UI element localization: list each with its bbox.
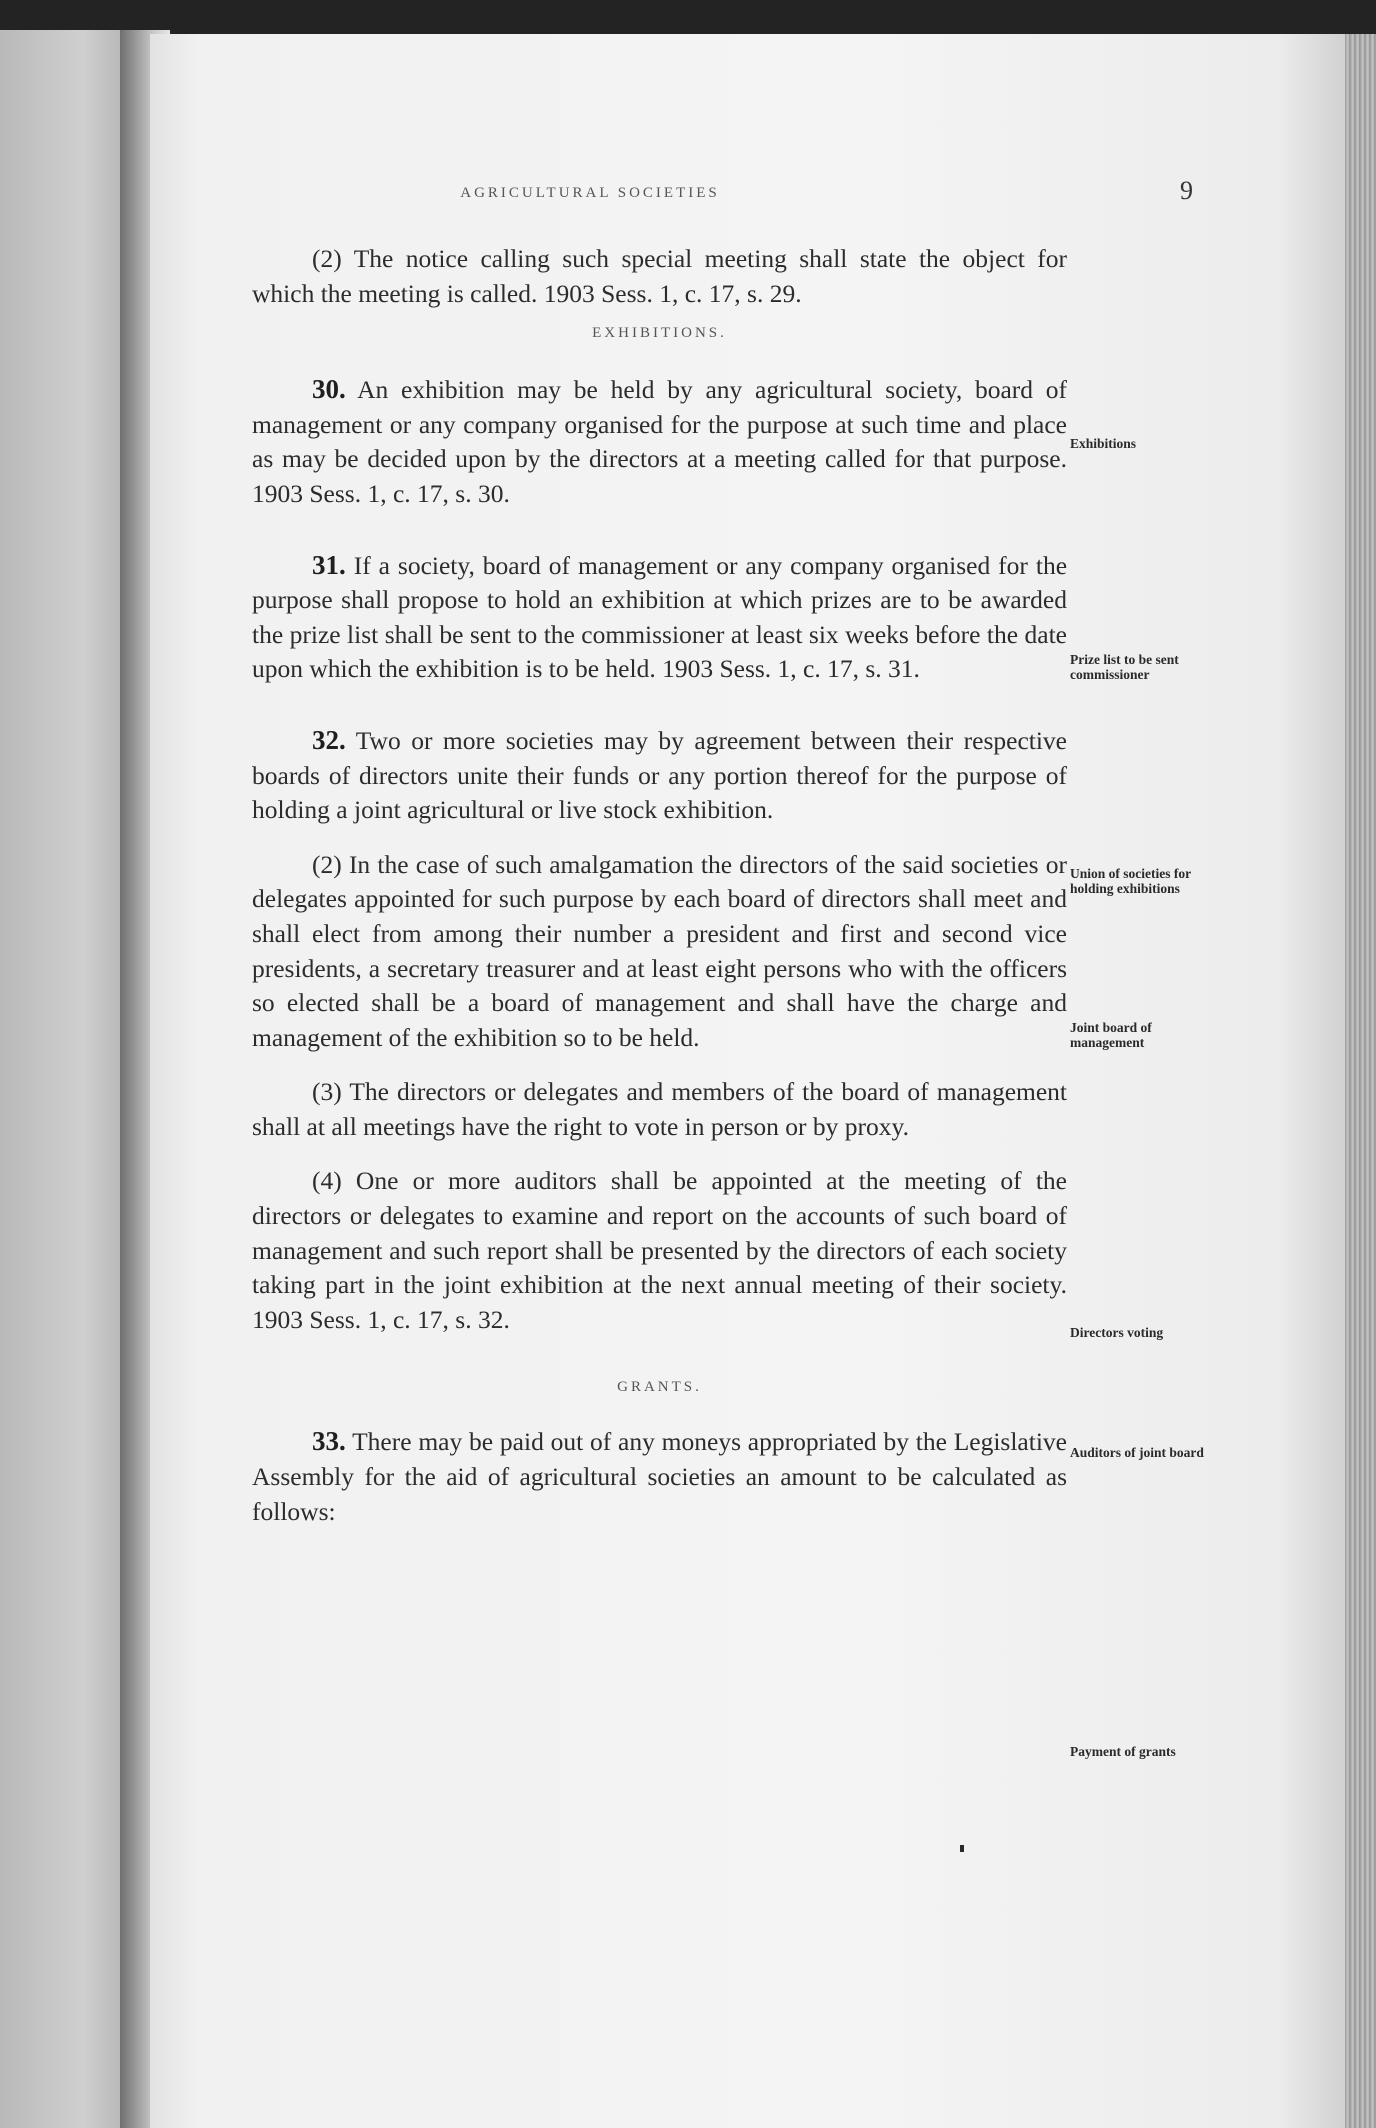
margin-note-directors-voting: Directors voting — [1070, 1325, 1164, 1340]
heading-exhibitions: EXHIBITIONS. — [592, 325, 727, 342]
page-number: 9 — [1180, 176, 1193, 205]
section-30-text: An exhibition may be held by any agricultural society, board of management or any company organised for the purpose at such time and place as may be decided upon by the directors at a meeting called for that purpose. 1903 Sess. 1, c. 17, s. 30. — [252, 375, 1068, 508]
margin-note-exhibitions: Exhibitions — [1070, 436, 1137, 451]
section-33-text: There may be paid out of any moneys appropriated by the Legislative Assembly for the aid of agricultural societies an amount to be calculated as follows: — [252, 1427, 1067, 1526]
margin-note-joint-board: Joint board of management — [1070, 1020, 1152, 1050]
margin-note-payment: Payment of grants — [1070, 1744, 1176, 1759]
ink-speck — [960, 1845, 964, 1852]
section-31-number: 31. — [312, 549, 346, 580]
section-32 — [252, 723, 1067, 828]
section-32-2: (2) In the case of such amalgamation the directors of the said societies or delegates appointed for such purpose by each board of directors shall meet and shall elect from among their number a president and first and second vice presidents, a secretary treasurer and at least eight persons who with the officers so elected shall be a board of management and shall have the charge and management of the exhibition so to be held. — [252, 849, 1067, 1052]
section-31 — [252, 548, 1067, 687]
page-body — [252, 242, 1067, 1529]
section-32-number: 32. — [312, 724, 346, 755]
margin-note-auditors: Auditors of joint board — [1070, 1445, 1204, 1460]
page-stack-edge — [1345, 34, 1376, 2128]
section-30-number: 30. — [312, 374, 346, 405]
section-30 — [252, 372, 1067, 511]
section-33-number: 33. — [312, 1426, 346, 1457]
section-32-text: Two or more societies may by agreement between their respective boards of directors unite their funds or any portion thereof for the purpose of holding a joint agricultural or live stock exhibition. — [252, 725, 1068, 825]
paragraph-29-2: (2) The notice calling such special meeting shall state the object for which the meeting is called. 1903 Sess. 1, c. 17, s. 29. — [252, 244, 1067, 308]
section-32-3: (3) The directors or delegates and members of the board of management shall at all meetings have the right to vote in person or by proxy. — [252, 1077, 1067, 1141]
section-33 — [252, 1424, 1067, 1529]
running-head: AGRICULTURAL SOCIETIES — [460, 185, 720, 201]
heading-grants: GRANTS. — [617, 1379, 702, 1396]
section-31-text: If a society, board of management or any company organised for the purpose shall propose to hold an exhibition at which prizes are to be awarded the prize list shall be sent to the commissioner at least six weeks before the date upon which the exhibition is to be held. 1903 Sess. 1, c. 17, s. 31. — [252, 550, 1068, 684]
section-32-4: (4) One or more auditors shall be appointed at the meeting of the directors or delegates to examine and report on the accounts of such board of management and such report shall be presented by the directors of each society taking part in the joint exhibition at the next annual meeting of their society. 1903 Sess. 1, c. 17, s. 32. — [252, 1166, 1067, 1334]
margin-note-prize-list: Prize list to be sent commissioner — [1070, 652, 1179, 682]
margin-note-union: Union of societies for holding exhibitions — [1070, 866, 1191, 896]
